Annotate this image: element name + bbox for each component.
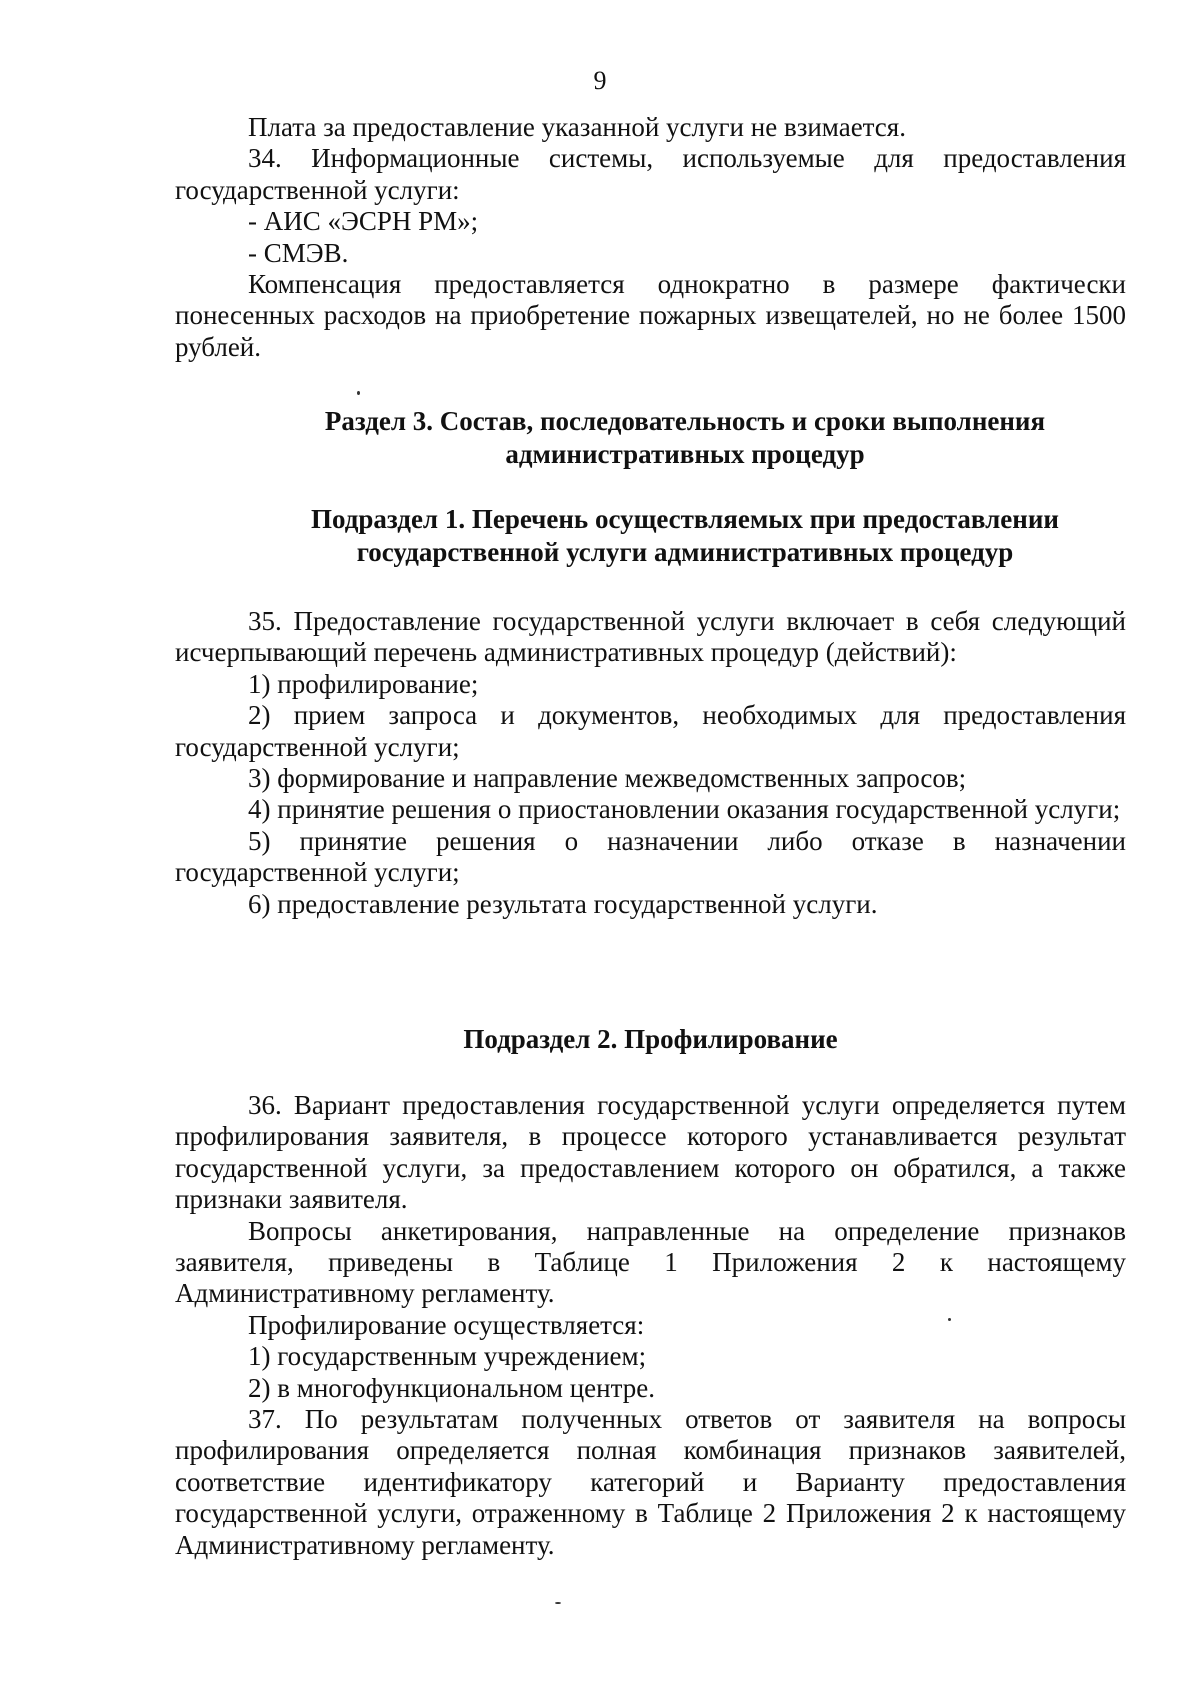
scan-speck <box>948 1318 951 1321</box>
list-item: - СМЭВ. <box>248 237 349 268</box>
paragraph: 37. По результатам полученных ответов от заявителя на вопросы профилирования определяется полная комбинация признаков заявителей, соответствие идентификатору категорий и Варианту предоставления государственной услуги, отраженному в Таблице 2 Приложения 2 к настоящему Административному регламенту. <box>175 1404 1126 1560</box>
section-3-heading <box>290 405 1080 471</box>
heading-line: Подраздел 1. Перечень осуществляемых при предоставлении <box>311 504 1059 534</box>
subsection-2-heading <box>175 1023 1126 1056</box>
list-item: 2) прием запроса и документов, необходимых для предоставления государственной услуги; <box>175 700 1126 762</box>
list-item: 3) формирование и направление межведомственных запросов; <box>248 763 967 794</box>
profiling-block <box>175 1090 1126 1561</box>
heading-line: Раздел 3. Состав, последовательность и сроки выполнения <box>324 406 1046 436</box>
paragraph: Компенсация предоставляется однократно в размере фактически понесенных расходов на приобретение пожарных извещателей, но не более 1500 рублей. <box>175 269 1126 362</box>
paragraph: 36. Вариант предоставления государственной услуги определяется путем профилирования заявителя, в процессе которого устанавливается результат государственной услуги, за предоставлением которого он обратился, а также признаки заявителя. <box>175 1090 1126 1215</box>
heading-line: Подраздел 2. Профилирование <box>463 1024 838 1054</box>
paragraph: Плата за предоставление указанной услуги не взимается. <box>248 112 906 142</box>
page-number: 9 <box>593 66 607 95</box>
heading-line: административных процедур <box>505 439 865 469</box>
list-item: 5) принятие решения о назначении либо отказе в назначении государственной услуги; <box>175 825 1126 888</box>
heading-line: государственной услуги административных процедур <box>356 537 1014 567</box>
procedures-list-block <box>175 606 1126 920</box>
paragraph: Профилирование осуществляется: <box>248 1309 645 1340</box>
paragraph: 34. Информационные системы, используемые для предоставления государственной услуги: <box>175 143 1126 205</box>
list-item: 1) профилирование; <box>248 668 479 699</box>
list-item: 1) государственным учреждением; <box>248 1341 647 1372</box>
scan-speck <box>357 391 360 395</box>
list-item: 2) в многофункциональном центре. <box>248 1372 655 1403</box>
scan-speck <box>555 1602 561 1604</box>
list-item: - АИС «ЭСРН РМ»; <box>248 206 479 237</box>
paragraph: 35. Предоставление государственной услуги включает в себя следующий исчерпывающий перечень административных процедур (действий): <box>175 606 1126 668</box>
paragraph: Вопросы анкетирования, направленные на определение признаков заявителя, приведены в Таблице 1 Приложения 2 к настоящему Административному регламенту. <box>175 1215 1126 1309</box>
list-item: 4) принятие решения о приостановлении оказания государственной услуги; <box>248 794 1121 825</box>
payment-and-systems-block <box>175 112 1126 363</box>
list-item: 6) предоставление результата государственной услуги. <box>248 888 878 919</box>
subsection-1-heading <box>275 503 1095 569</box>
